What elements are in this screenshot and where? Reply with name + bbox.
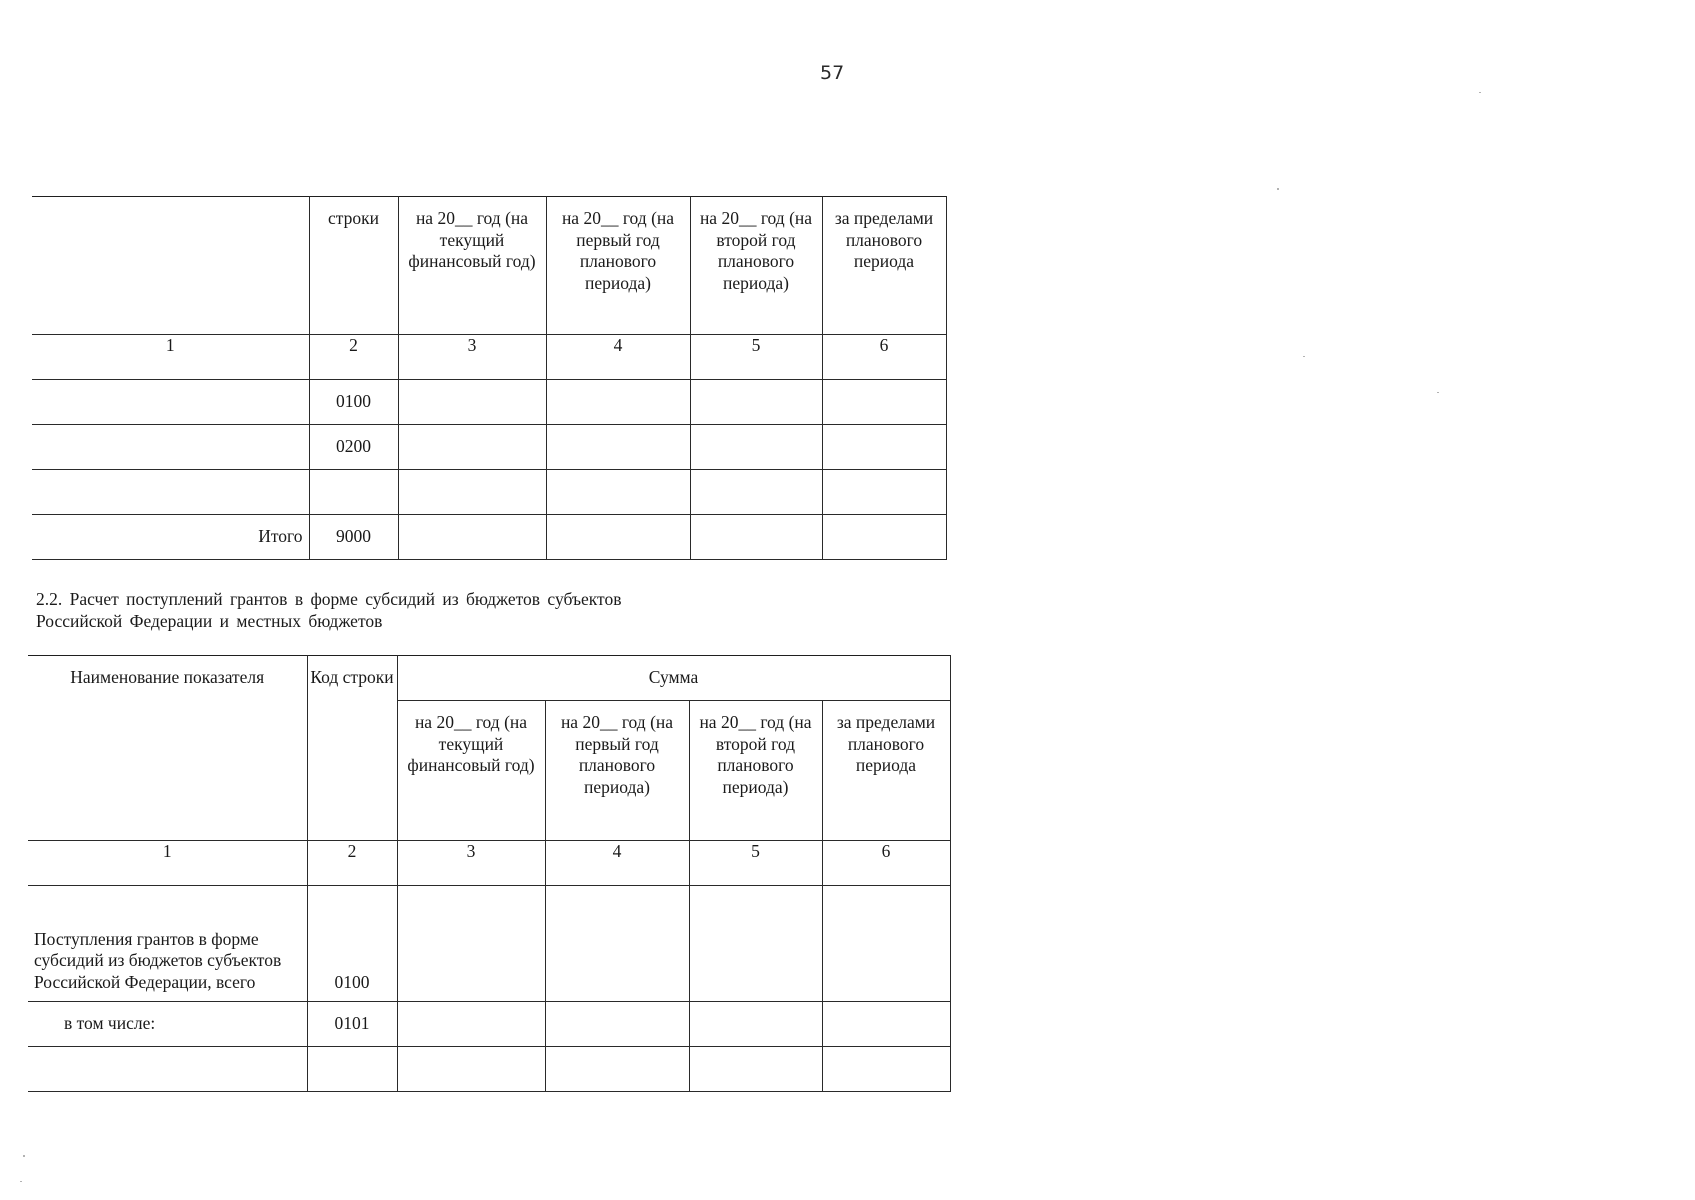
table-2-header-code: Код строки	[307, 656, 397, 841]
cell-current-year[interactable]	[398, 425, 546, 470]
table-2-header-row-1	[28, 656, 950, 701]
table-2-number-row	[28, 841, 950, 886]
table-2-colnum-5: 5	[689, 841, 822, 886]
table-1-colnum-6: 6	[822, 335, 946, 380]
section-caption-line-2: Российской Федерации и местных бюджетов	[36, 611, 383, 631]
row-code: 0101	[307, 1002, 397, 1047]
table-2-colnum-6: 6	[822, 841, 950, 886]
table-1-header-code: строки	[309, 197, 398, 335]
row-name	[32, 425, 309, 470]
table-row	[32, 380, 946, 425]
table-2-header-second-plan-year: на 20__ год (на второй год планового периода)	[689, 701, 822, 841]
cell-first-plan-year[interactable]	[546, 425, 690, 470]
cell-beyond-plan[interactable]	[822, 1002, 950, 1047]
scan-speck	[1277, 188, 1279, 190]
cell-current-year[interactable]	[397, 1002, 545, 1047]
table-row	[28, 886, 950, 1002]
row-name: Поступления грантов в форме субсидий из бюджетов субъектов Российской Федерации, всего	[28, 886, 307, 1002]
page-number: 57	[820, 62, 845, 84]
row-name	[32, 380, 309, 425]
row-name	[32, 470, 309, 515]
scan-speck	[1303, 356, 1305, 357]
row-code: 0200	[309, 425, 398, 470]
table-2-colnum-3: 3	[397, 841, 545, 886]
table-1-colnum-2: 2	[309, 335, 398, 380]
cell-second-plan-year[interactable]	[689, 1002, 822, 1047]
table-1-number-row	[32, 335, 946, 380]
table-2-header-first-plan-year: на 20__ год (на первый год планового периода)	[545, 701, 689, 841]
cell-beyond-plan[interactable]	[822, 425, 946, 470]
row-name: в том числе:	[28, 1002, 307, 1047]
table-row	[28, 1047, 950, 1092]
cell-first-plan-year[interactable]	[546, 515, 690, 560]
row-code	[309, 470, 398, 515]
table-1-colnum-5: 5	[690, 335, 822, 380]
section-caption-line-1: 2.2. Расчет поступлений грантов в форме субсидий из бюджетов субъектов	[36, 589, 622, 609]
cell-current-year[interactable]	[398, 380, 546, 425]
table-2-header-current-year: на 20__ год (на текущий финансовый год)	[397, 701, 545, 841]
table-1-colnum-3: 3	[398, 335, 546, 380]
table-1-header-current-year: на 20__ год (на текущий финансовый год)	[398, 197, 546, 335]
table-1-header-name	[32, 197, 309, 335]
cell-current-year[interactable]	[398, 515, 546, 560]
cell-current-year[interactable]	[398, 470, 546, 515]
scan-speck	[1437, 392, 1439, 393]
cell-second-plan-year[interactable]	[690, 515, 822, 560]
table-1	[32, 196, 947, 560]
row-code: 0100	[307, 886, 397, 1002]
total-code: 9000	[309, 515, 398, 560]
row-name	[28, 1047, 307, 1092]
cell-second-plan-year[interactable]	[689, 886, 822, 1002]
total-label: Итого	[32, 515, 309, 560]
table-2-header-sum: Сумма	[397, 656, 950, 701]
table-1-header-first-plan-year: на 20__ год (на первый год планового периода)	[546, 197, 690, 335]
table-1-colnum-1: 1	[32, 335, 309, 380]
scan-speck	[23, 1155, 25, 1157]
table-2-colnum-4: 4	[545, 841, 689, 886]
table-1-header-row	[32, 197, 946, 335]
table-2-colnum-1: 1	[28, 841, 307, 886]
cell-second-plan-year[interactable]	[689, 1047, 822, 1092]
table-1-total-row	[32, 515, 946, 560]
table-1-colnum-4: 4	[546, 335, 690, 380]
scan-speck	[1479, 92, 1481, 93]
cell-current-year[interactable]	[397, 886, 545, 1002]
table-row	[32, 470, 946, 515]
table-2-header-name: Наименование показателя	[28, 656, 307, 841]
table-2-header-beyond-plan: за пределами планового периода	[822, 701, 950, 841]
cell-second-plan-year[interactable]	[690, 470, 822, 515]
row-code	[307, 1047, 397, 1092]
cell-second-plan-year[interactable]	[690, 425, 822, 470]
cell-beyond-plan[interactable]	[822, 380, 946, 425]
section-caption	[36, 588, 796, 632]
cell-beyond-plan[interactable]	[822, 886, 950, 1002]
cell-first-plan-year[interactable]	[546, 470, 690, 515]
cell-first-plan-year[interactable]	[545, 1047, 689, 1092]
cell-beyond-plan[interactable]	[822, 1047, 950, 1092]
cell-beyond-plan[interactable]	[822, 515, 946, 560]
row-code: 0100	[309, 380, 398, 425]
table-2-colnum-2: 2	[307, 841, 397, 886]
table-1-header-beyond-plan: за пределами планового периода	[822, 197, 946, 335]
cell-first-plan-year[interactable]	[545, 1002, 689, 1047]
cell-current-year[interactable]	[397, 1047, 545, 1092]
cell-beyond-plan[interactable]	[822, 470, 946, 515]
cell-first-plan-year[interactable]	[545, 886, 689, 1002]
table-row	[32, 425, 946, 470]
cell-first-plan-year[interactable]	[546, 380, 690, 425]
cell-second-plan-year[interactable]	[690, 380, 822, 425]
scan-speck	[20, 1181, 22, 1182]
table-row	[28, 1002, 950, 1047]
table-2	[28, 655, 951, 1092]
table-1-header-second-plan-year: на 20__ год (на второй год планового периода)	[690, 197, 822, 335]
